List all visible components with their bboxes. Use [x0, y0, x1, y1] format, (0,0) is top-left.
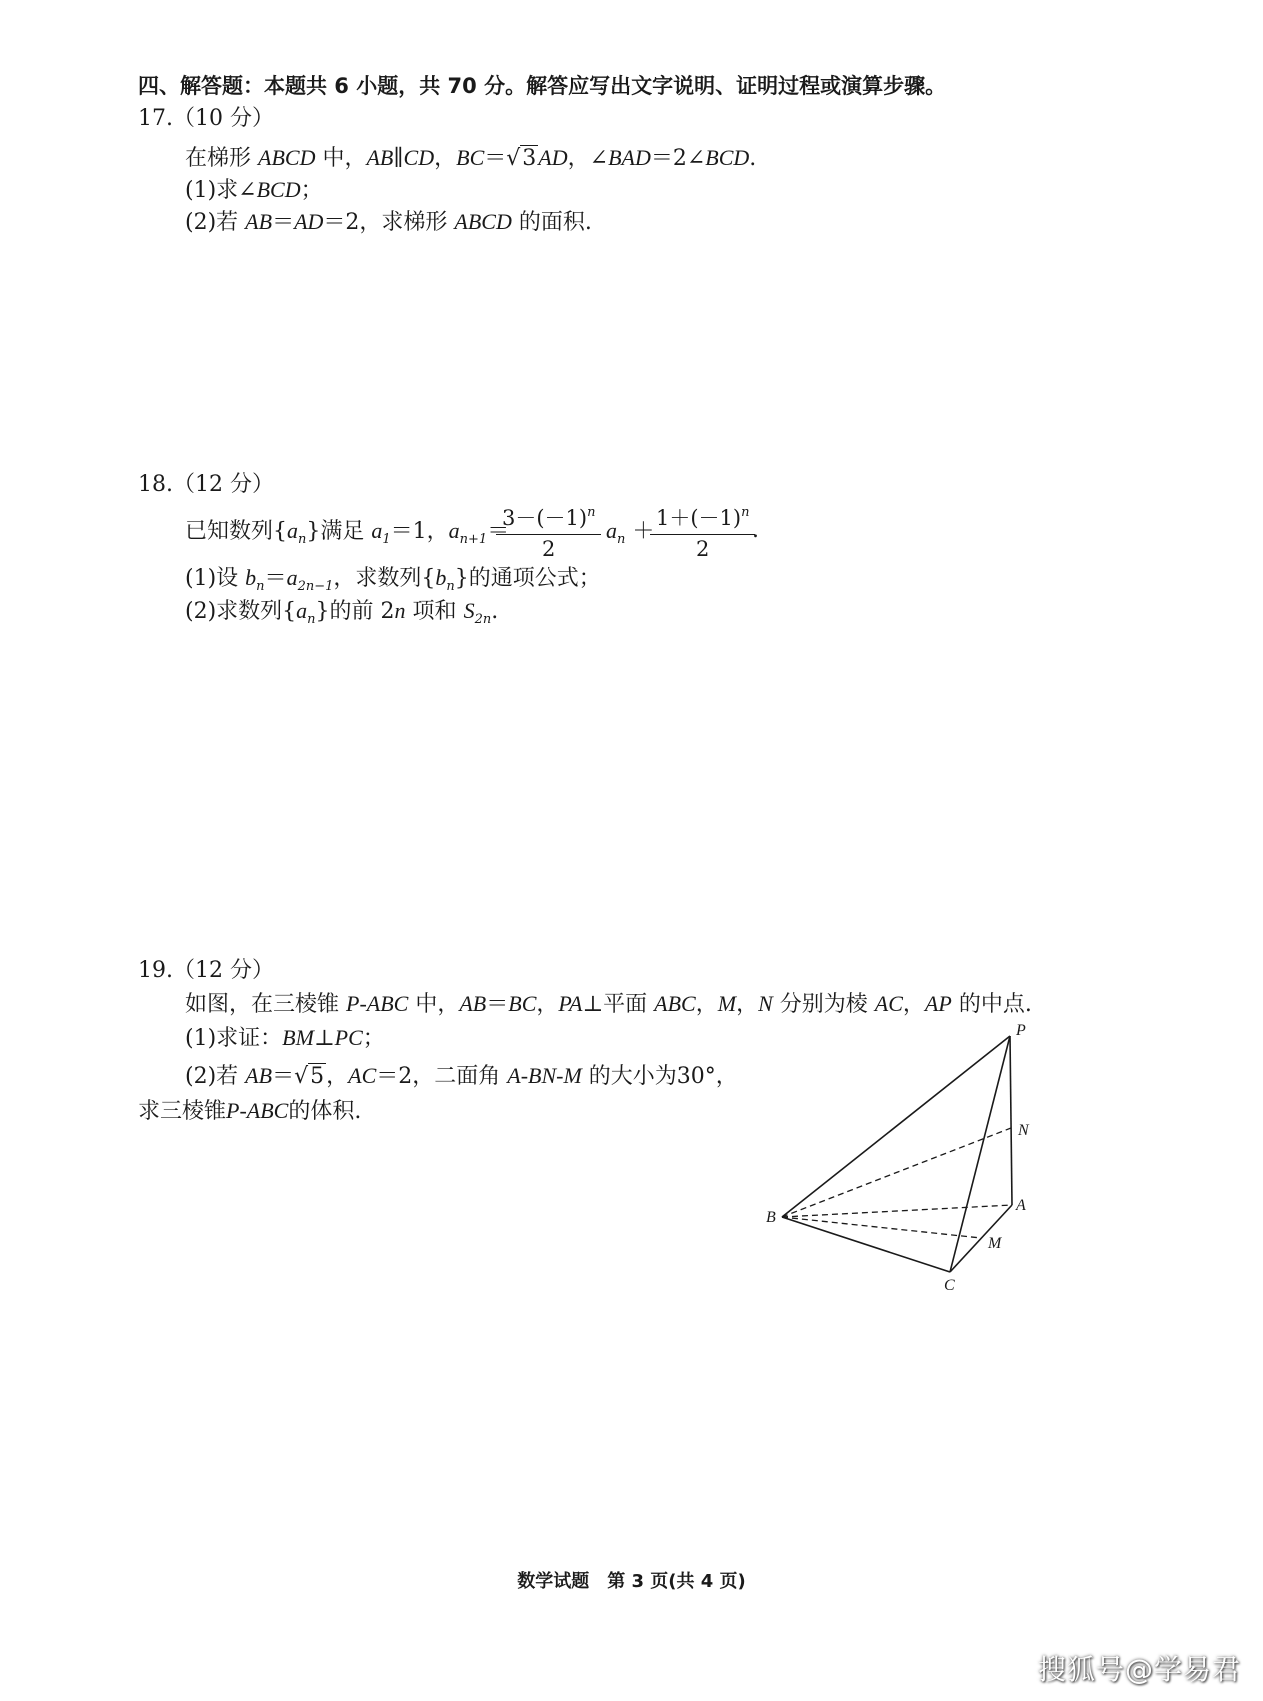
pyramid-figure	[760, 1020, 1050, 1295]
dashed-BA	[782, 1205, 1012, 1217]
q18-part2: (2)求数列$\{a_n\}$的前 2n 项和 $S_{2n}$.	[185, 598, 499, 627]
label-N: N	[1018, 1122, 1029, 1139]
q17-stem: 在梯形 ABCD 中，AB∥CD，BC＝√3AD，∠BAD＝2∠BCD.	[185, 145, 757, 171]
label-C: C	[944, 1277, 955, 1294]
q19-stem: 如图，在三棱锥 P-ABC 中，AB＝BC，PA⊥平面 ABC，M，N 分别为棱 AC，AP 的中点.	[185, 991, 1032, 1017]
q19-part2-line2: 求三棱锥P-ABC的体积.	[138, 1098, 362, 1124]
label-P: P	[1016, 1022, 1026, 1039]
q19-part2: (2)若 AB＝√5，AC＝2，二面角 A-BN-M 的大小为30°，	[185, 1063, 738, 1089]
q17-header: 17.（10 分）	[138, 106, 274, 131]
q17-part1: (1)求∠BCD；	[185, 177, 323, 203]
page-footer: 数学试题 第 3 页(共 4 页)	[517, 1571, 746, 1592]
q18-fraction-1: $\frac{3-(-1)^n}{2}$	[496, 502, 601, 561]
q19-header: 19.（12 分）	[138, 958, 274, 983]
q18-stem-end: .	[752, 518, 759, 543]
watermark: 搜狐号@学易君	[1037, 1653, 1241, 1686]
section-heading: 四、解答题：本题共 6 小题，共 70 分。解答应写出文字说明、证明过程或演算步骤。	[138, 74, 947, 98]
q18-fraction-2: $\frac{1+(-1)^n}{2}$	[650, 502, 755, 561]
q18-part1: (1)设 $b_n=a_{2n-1}$，求数列$\{b_n\}$的通项公式；	[185, 565, 601, 594]
label-B: B	[766, 1209, 776, 1226]
edge-PA	[1010, 1036, 1012, 1205]
dashed-BN	[782, 1128, 1011, 1217]
q17-part2: (2)若 AB＝AD＝2，求梯形 ABCD 的面积.	[185, 209, 592, 235]
q18-header: 18.（12 分）	[138, 472, 274, 497]
label-A: A	[1016, 1197, 1026, 1214]
q18-stem-mid: $a_n$ ＋	[606, 518, 655, 547]
q18-stem: 已知数列$\{a_n\}$满足 $a_1=1$，$a_{n+1}=$	[185, 518, 510, 547]
q19-part1: (1)求证：BM⊥PC；	[185, 1025, 385, 1051]
edge-BP	[782, 1036, 1010, 1217]
label-M: M	[988, 1235, 1002, 1252]
